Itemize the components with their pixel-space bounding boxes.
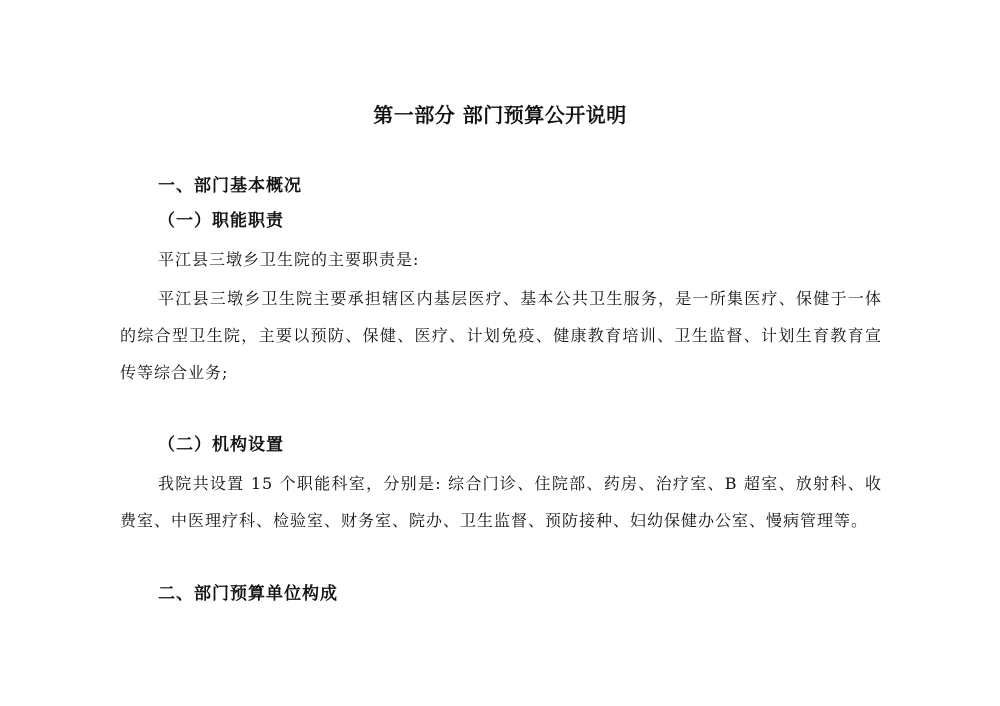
document-title: 第一部分 部门预算公开说明 bbox=[373, 103, 627, 127]
subsection-heading-duties: （一）职能职责 bbox=[158, 211, 284, 231]
subsection-heading-organization: （二）机构设置 bbox=[158, 435, 284, 455]
duties-intro-paragraph: 平江县三墩乡卫生院的主要职责是: bbox=[158, 250, 420, 269]
organization-body-paragraph: 我院共设置 15 个职能科室，分别是: 综合门诊、住院部、药房、治疗室、B 超室、放射科、收费室、中医理疗科、检验室、财务室、院办、卫生监督、预防接种、妇幼保健办公室、慢病管理等。 bbox=[120, 474, 882, 530]
section-heading-budget-units: 二、部门预算单位构成 bbox=[158, 584, 338, 604]
duties-body-paragraph: 平江县三墩乡卫生院主要承担辖区内基层医疗、基本公共卫生服务，是一所集医疗、保健于一体的综合型卫生院，主要以预防、保健、医疗、计划免疫、健康教育培训、卫生监督、计划生育教育宣传等综合业务; bbox=[120, 289, 882, 382]
section-heading-basic-overview: 一、部门基本概况 bbox=[158, 176, 302, 196]
